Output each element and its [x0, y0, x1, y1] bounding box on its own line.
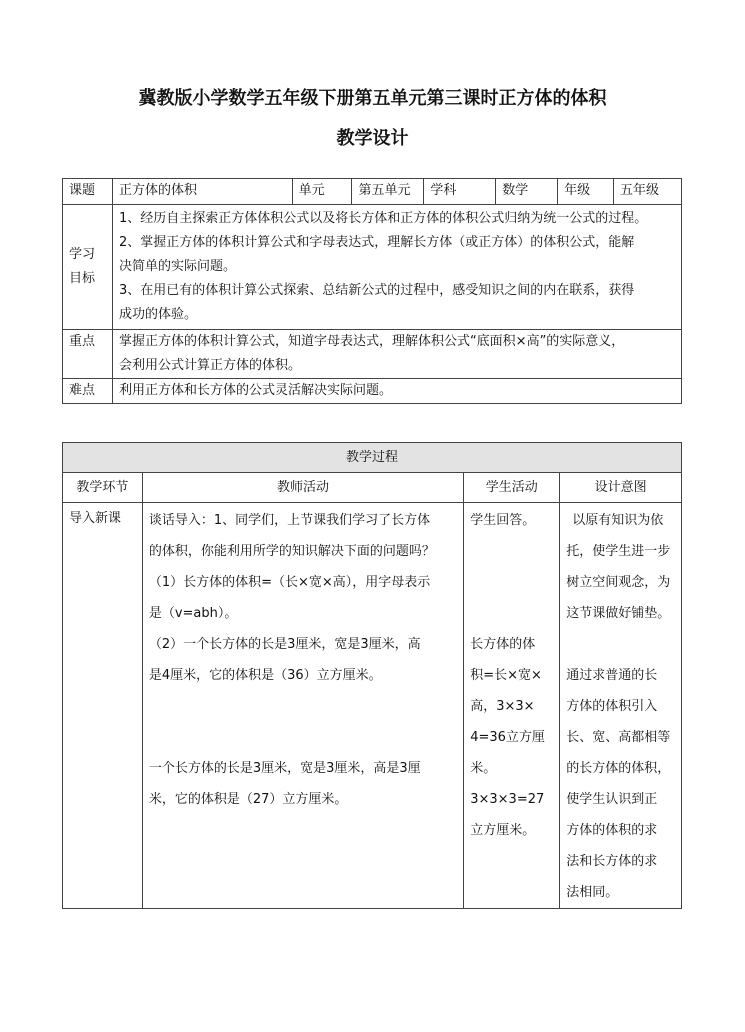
label-unit: 单元: [292, 179, 352, 205]
label-key: 重点: [63, 330, 113, 379]
goal-line: 1、经历自主探索正方体体积公式以及将长方体和正方体的体积公式归纳为统一公式的过程。: [118, 211, 648, 226]
teacher-activity-cell: [142, 503, 463, 909]
teacher-line: （2）一个长方体的长是3厘米，宽是3厘米，高: [148, 637, 421, 652]
intent-line: 方体的体积引入: [566, 699, 658, 714]
student-activity-cell: [464, 503, 560, 909]
student-line: [470, 567, 553, 598]
intent-line: 这节课做好铺垫。: [566, 606, 671, 621]
value-topic: 正方体的体积: [112, 179, 292, 205]
key-line: 会利用公式计算正方体的体积。: [118, 358, 301, 373]
intent-line: [566, 629, 675, 660]
goals-text: [112, 205, 681, 330]
label-topic: 课题: [63, 179, 113, 205]
teacher-line: 是（v=abh）。: [148, 606, 238, 621]
student-line: [470, 536, 553, 567]
teaching-process-table: [62, 442, 682, 909]
student-line: 积=长×宽×: [470, 668, 542, 683]
value-grade: 五年级: [614, 179, 682, 205]
student-line: 3×3×3=27: [470, 792, 545, 807]
intent-line: 使学生认识到正: [566, 792, 658, 807]
label-goals-line2: 目标: [69, 271, 96, 286]
teacher-line: [149, 691, 457, 722]
intent-line: 托，使学生进一步: [566, 544, 671, 559]
info-row-difficulty: [63, 379, 682, 404]
student-line: 米。: [470, 761, 497, 776]
process-header-row: [63, 443, 682, 473]
goal-line: 3、在用已有的体积计算公式探索、总结新公式的过程中，感受知识之间的内在联系，获得: [118, 283, 635, 298]
key-line: 掌握正方体的体积计算公式，知道字母表达式，理解体积公式“底面积×高”的实际意义，: [118, 334, 625, 349]
teacher-line: 米，它的体积是（27）立方厘米。: [148, 792, 348, 807]
process-header: 教学过程: [63, 443, 682, 473]
label-difficulty: 难点: [63, 379, 113, 404]
student-line: 高，3×3×: [470, 699, 535, 714]
col-stage: 教学环节: [63, 473, 143, 503]
teacher-line: （1）长方体的体积=（长×宽×高），用字母表示: [148, 575, 431, 590]
document-title: 冀教版小学数学五年级下册第五单元第三课时正方体的体积: [138, 88, 607, 109]
intent-line: 长、宽、高都相等: [566, 730, 671, 745]
intent-line: 法和长方体的求: [566, 854, 658, 869]
goal-line: 成功的体验。: [118, 307, 197, 322]
student-line: 长方体的体: [470, 637, 536, 652]
col-student: 学生活动: [464, 473, 560, 503]
process-row: [63, 503, 682, 909]
teacher-line: [149, 722, 457, 753]
info-row-goals: [63, 205, 682, 330]
intent-line: 通过求普通的长: [566, 668, 658, 683]
student-line: 立方厘米。: [470, 823, 536, 838]
student-line: 学生回答。: [470, 513, 536, 528]
teacher-line: 的体积，你能利用所学的知识解决下面的问题吗？: [148, 544, 435, 559]
teacher-line: 一个长方体的长是3厘米，宽是3厘米，高是3厘: [148, 761, 421, 776]
goal-line: 决简单的实际问题。: [118, 259, 236, 274]
intent-line: 的长方体的体积，: [566, 761, 671, 776]
stage-cell: 导入新课: [63, 503, 143, 909]
intent-line: 法相同。: [566, 885, 619, 900]
student-line: 4=36立方厘: [470, 730, 545, 745]
info-row-key: [63, 330, 682, 379]
label-goals: [63, 205, 113, 330]
teacher-line: 谈话导入：1、同学们，上节课我们学习了长方体: [148, 513, 431, 528]
key-text: [112, 330, 681, 379]
goal-line: 2、掌握正方体的体积计算公式和字母表达式，理解长方体（或正方体）的体积公式，能解: [118, 235, 635, 250]
info-row-topic: [63, 179, 682, 205]
difficulty-text: 利用正方体和长方体的公式灵活解决实际问题。: [112, 379, 681, 404]
teacher-line: 是4厘米，它的体积是（36）立方厘米。: [148, 668, 382, 683]
student-line: [470, 598, 553, 629]
label-grade: 年级: [558, 179, 614, 205]
label-subject: 学科: [424, 179, 496, 205]
intent-line: 方体的体积的求: [566, 823, 658, 838]
lesson-info-table: [62, 178, 682, 404]
label-goals-line1: 学习: [69, 247, 96, 262]
value-unit: 第五单元: [352, 179, 424, 205]
intent-line: 以原有知识为依: [572, 513, 664, 528]
intent-line: 树立空间观念，为: [566, 575, 671, 590]
process-column-row: [63, 473, 682, 503]
col-intent: 设计意图: [560, 473, 682, 503]
design-intent-cell: [560, 503, 682, 909]
document-subtitle: 教学设计: [336, 128, 409, 149]
col-teacher: 教师活动: [142, 473, 463, 503]
value-subject: 数学: [496, 179, 558, 205]
